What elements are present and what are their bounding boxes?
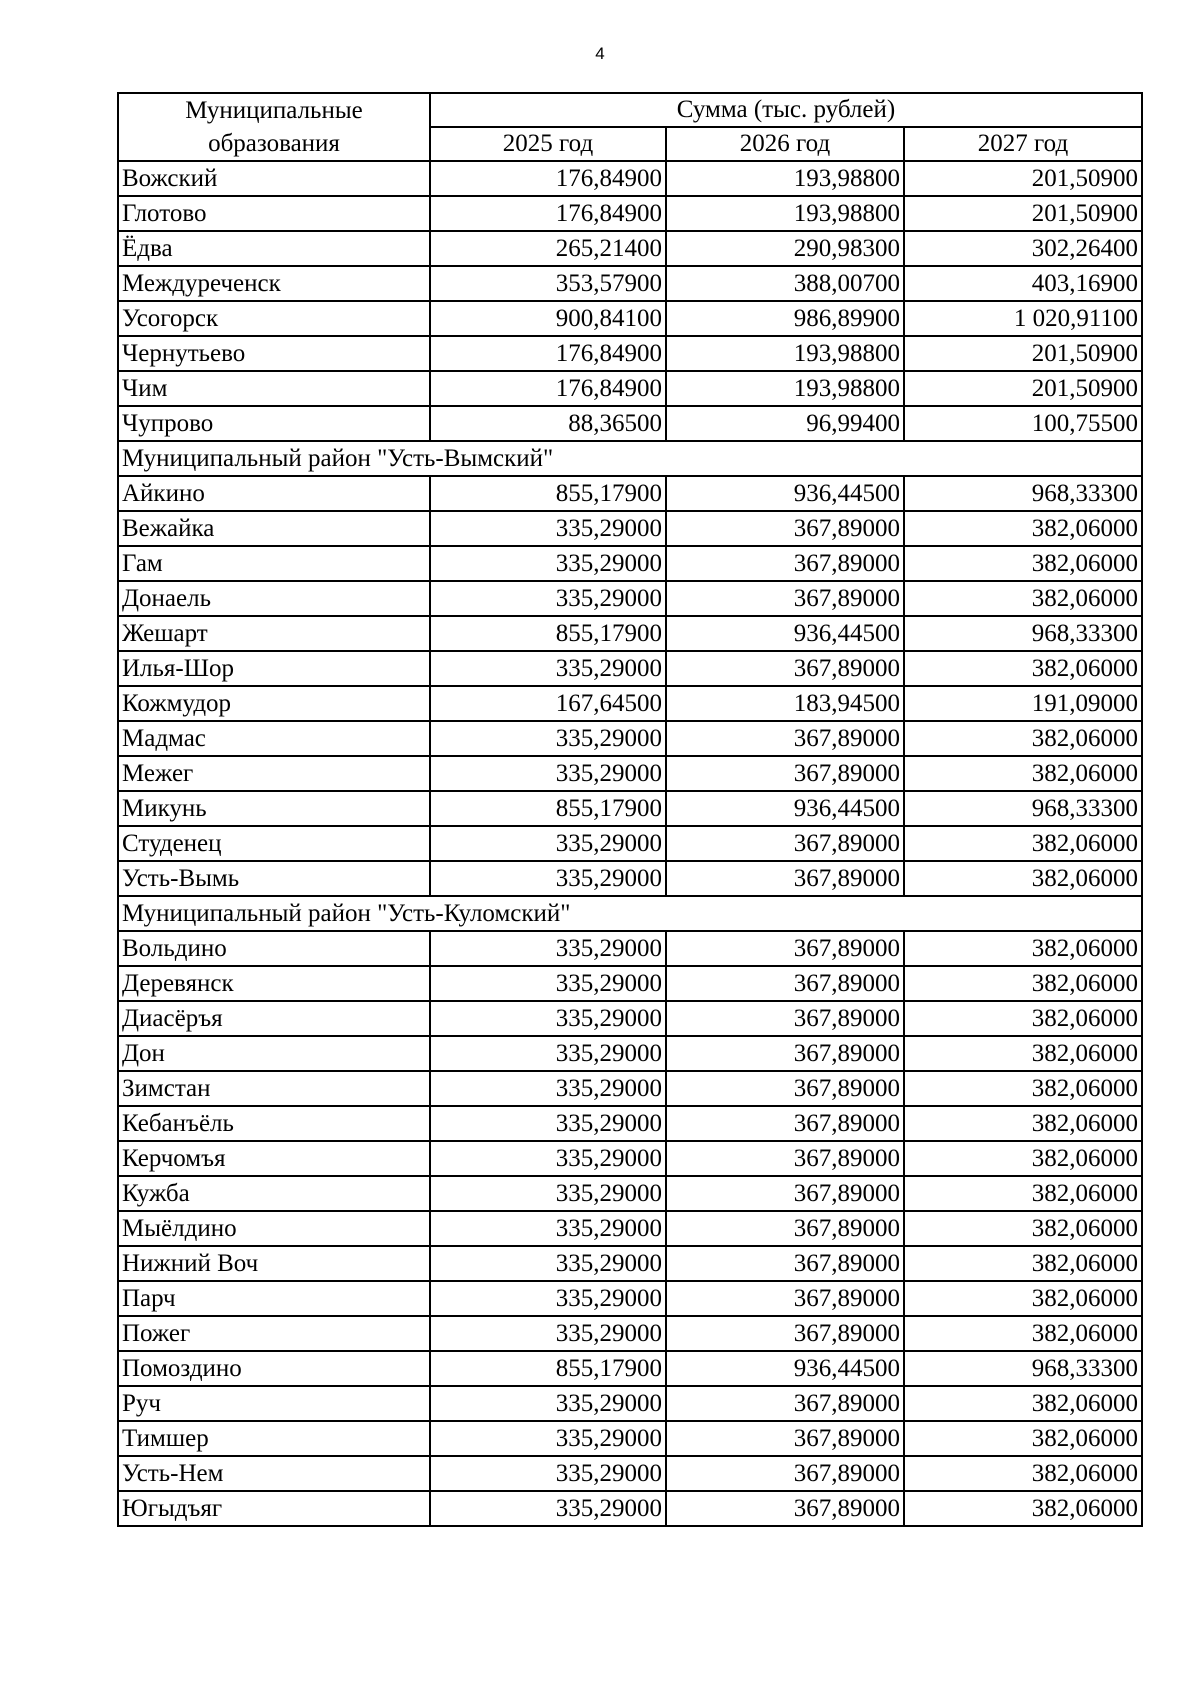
amount-2027: 382,06000: [904, 1176, 1142, 1211]
amount-2025: 167,64500: [430, 686, 666, 721]
municipality-name: Мыёлдино: [118, 1211, 430, 1246]
table-row: [118, 1456, 1142, 1491]
amount-2027: 382,06000: [904, 1211, 1142, 1246]
district-name: Муниципальный район "Усть-Вымский": [118, 441, 1142, 476]
amount-2027: 382,06000: [904, 1456, 1142, 1491]
amount-2025: 335,29000: [430, 1211, 666, 1246]
amount-2027: 382,06000: [904, 931, 1142, 966]
amount-2027: 382,06000: [904, 581, 1142, 616]
table-row: [118, 966, 1142, 1001]
amount-2025: 335,29000: [430, 1106, 666, 1141]
municipality-name: Деревянск: [118, 966, 430, 1001]
amount-2026: 367,89000: [666, 1001, 904, 1036]
header-year-2026: 2026 год: [666, 127, 904, 161]
municipality-name: Ёдва: [118, 231, 430, 266]
amount-2027: 403,16900: [904, 266, 1142, 301]
amount-2027: 382,06000: [904, 546, 1142, 581]
municipality-name: Илья-Шор: [118, 651, 430, 686]
table-row: [118, 301, 1142, 336]
amount-2027: 382,06000: [904, 826, 1142, 861]
amount-2025: 335,29000: [430, 931, 666, 966]
table-row: [118, 1141, 1142, 1176]
amount-2025: 176,84900: [430, 371, 666, 406]
municipality-name: Кожмудор: [118, 686, 430, 721]
amount-2026: 367,89000: [666, 721, 904, 756]
amount-2026: 96,99400: [666, 406, 904, 441]
district-row: [118, 896, 1142, 931]
amount-2026: 986,89900: [666, 301, 904, 336]
amount-2026: 367,89000: [666, 756, 904, 791]
page-number: 4: [595, 44, 605, 63]
municipality-name: Чим: [118, 371, 430, 406]
amount-2025: 335,29000: [430, 756, 666, 791]
amount-2027: 382,06000: [904, 511, 1142, 546]
amount-2027: 968,33300: [904, 616, 1142, 651]
table-row: [118, 1491, 1142, 1526]
municipality-name: Айкино: [118, 476, 430, 511]
municipality-name: Усть-Вымь: [118, 861, 430, 896]
table-row: [118, 686, 1142, 721]
municipality-name: Микунь: [118, 791, 430, 826]
municipality-name: Чернутьево: [118, 336, 430, 371]
amount-2026: 193,98800: [666, 371, 904, 406]
amount-2026: 183,94500: [666, 686, 904, 721]
amount-2026: 193,98800: [666, 336, 904, 371]
table-row: [118, 1176, 1142, 1211]
municipality-name: Помоздино: [118, 1351, 430, 1386]
table-row: [118, 1246, 1142, 1281]
amount-2026: 388,00700: [666, 266, 904, 301]
amount-2026: 367,89000: [666, 511, 904, 546]
amount-2027: 382,06000: [904, 651, 1142, 686]
amount-2026: 936,44500: [666, 1351, 904, 1386]
amount-2027: 382,06000: [904, 1106, 1142, 1141]
amount-2027: 968,33300: [904, 791, 1142, 826]
table-row: [118, 1001, 1142, 1036]
amount-2027: 382,06000: [904, 756, 1142, 791]
amount-2026: 367,89000: [666, 1106, 904, 1141]
amount-2027: 302,26400: [904, 231, 1142, 266]
amount-2025: 335,29000: [430, 1421, 666, 1456]
municipality-name: Чупрово: [118, 406, 430, 441]
amount-2025: 335,29000: [430, 1071, 666, 1106]
amount-2027: 382,06000: [904, 721, 1142, 756]
municipality-name: Гам: [118, 546, 430, 581]
amount-2026: 193,98800: [666, 161, 904, 196]
municipality-name: Усогорск: [118, 301, 430, 336]
amount-2026: 367,89000: [666, 1491, 904, 1526]
amount-2026: 367,89000: [666, 1421, 904, 1456]
table-row: [118, 581, 1142, 616]
municipality-name: Межег: [118, 756, 430, 791]
table-row: [118, 1211, 1142, 1246]
amount-2025: 335,29000: [430, 511, 666, 546]
amount-2026: 367,89000: [666, 1316, 904, 1351]
amount-2025: 176,84900: [430, 161, 666, 196]
amount-2027: 382,06000: [904, 1246, 1142, 1281]
table-row: [118, 371, 1142, 406]
amount-2027: 382,06000: [904, 861, 1142, 896]
amount-2025: 335,29000: [430, 1491, 666, 1526]
amount-2025: 335,29000: [430, 1456, 666, 1491]
amount-2025: 335,29000: [430, 546, 666, 581]
table-row: [118, 266, 1142, 301]
amount-2026: 367,89000: [666, 861, 904, 896]
amount-2027: 100,75500: [904, 406, 1142, 441]
amount-2027: 201,50900: [904, 161, 1142, 196]
table-row: [118, 406, 1142, 441]
amount-2025: 335,29000: [430, 861, 666, 896]
amount-2025: 176,84900: [430, 336, 666, 371]
table-header: [118, 93, 1142, 161]
amount-2026: 367,89000: [666, 1036, 904, 1071]
amount-2027: 382,06000: [904, 1386, 1142, 1421]
amount-2026: 367,89000: [666, 581, 904, 616]
amount-2026: 367,89000: [666, 1176, 904, 1211]
table-row: [118, 931, 1142, 966]
municipality-name: Жешарт: [118, 616, 430, 651]
municipality-name: Вежайка: [118, 511, 430, 546]
amount-2027: 191,09000: [904, 686, 1142, 721]
amount-2027: 382,06000: [904, 1491, 1142, 1526]
header-year-2025: 2025 год: [430, 127, 666, 161]
municipality-name: Кужба: [118, 1176, 430, 1211]
amount-2025: 353,57900: [430, 266, 666, 301]
amount-2026: 367,89000: [666, 1211, 904, 1246]
municipality-name: Парч: [118, 1281, 430, 1316]
district-name: Муниципальный район "Усть-Куломский": [118, 896, 1142, 931]
amount-2027: 382,06000: [904, 1141, 1142, 1176]
amount-2027: 382,06000: [904, 1281, 1142, 1316]
amount-2026: 367,89000: [666, 826, 904, 861]
amount-2026: 367,89000: [666, 931, 904, 966]
municipality-name: Дон: [118, 1036, 430, 1071]
amount-2025: 855,17900: [430, 476, 666, 511]
table-body: [118, 161, 1142, 1526]
amount-2027: 1 020,91100: [904, 301, 1142, 336]
amount-2026: 290,98300: [666, 231, 904, 266]
table-row: [118, 476, 1142, 511]
municipality-name: Югыдъяг: [118, 1491, 430, 1526]
table-row: [118, 1036, 1142, 1071]
amount-2025: 335,29000: [430, 826, 666, 861]
table-row: [118, 1281, 1142, 1316]
amount-2025: 335,29000: [430, 966, 666, 1001]
amount-2025: 855,17900: [430, 616, 666, 651]
amount-2027: 968,33300: [904, 1351, 1142, 1386]
table-row: [118, 616, 1142, 651]
municipality-name: Кебанъёль: [118, 1106, 430, 1141]
municipality-name: Вожский: [118, 161, 430, 196]
table-row: [118, 336, 1142, 371]
municipality-name: Донаель: [118, 581, 430, 616]
amount-2025: 855,17900: [430, 1351, 666, 1386]
table-row: [118, 651, 1142, 686]
amount-2027: 201,50900: [904, 371, 1142, 406]
municipality-name: Руч: [118, 1386, 430, 1421]
amount-2025: 335,29000: [430, 1281, 666, 1316]
amount-2026: 367,89000: [666, 1141, 904, 1176]
header-sum-group: Сумма (тыс. рублей): [430, 93, 1142, 127]
amount-2026: 367,89000: [666, 1281, 904, 1316]
table-row: [118, 861, 1142, 896]
table-row: [118, 1071, 1142, 1106]
amount-2025: 335,29000: [430, 1001, 666, 1036]
amount-2026: 367,89000: [666, 1246, 904, 1281]
amount-2027: 201,50900: [904, 336, 1142, 371]
amount-2025: 335,29000: [430, 1386, 666, 1421]
amount-2027: 968,33300: [904, 476, 1142, 511]
amount-2027: 382,06000: [904, 1036, 1142, 1071]
table-row: [118, 1421, 1142, 1456]
table-row: [118, 826, 1142, 861]
amount-2027: 382,06000: [904, 1001, 1142, 1036]
header-municipalities: Муниципальные образования: [118, 93, 430, 161]
amount-2025: 265,21400: [430, 231, 666, 266]
table-row: [118, 1316, 1142, 1351]
amount-2025: 335,29000: [430, 581, 666, 616]
amount-2027: 382,06000: [904, 1316, 1142, 1351]
municipality-name: Глотово: [118, 196, 430, 231]
amount-2026: 367,89000: [666, 966, 904, 1001]
municipality-name: Диасёръя: [118, 1001, 430, 1036]
table-row: [118, 1351, 1142, 1386]
table-row: [118, 161, 1142, 196]
table-row: [118, 1106, 1142, 1141]
amount-2025: 176,84900: [430, 196, 666, 231]
municipality-name: Тимшер: [118, 1421, 430, 1456]
amount-2026: 936,44500: [666, 476, 904, 511]
amount-2026: 936,44500: [666, 616, 904, 651]
table-row: [118, 756, 1142, 791]
table-row: [118, 231, 1142, 266]
table-row: [118, 546, 1142, 581]
amount-2026: 367,89000: [666, 651, 904, 686]
municipality-name: Пожег: [118, 1316, 430, 1351]
amount-2025: 335,29000: [430, 721, 666, 756]
amount-2026: 367,89000: [666, 1071, 904, 1106]
amount-2026: 367,89000: [666, 1456, 904, 1491]
header-row-top: [118, 93, 1142, 127]
municipal-budget-table: [117, 92, 1143, 1527]
table-row: [118, 791, 1142, 826]
amount-2025: 335,29000: [430, 651, 666, 686]
municipality-name: Усть-Нем: [118, 1456, 430, 1491]
municipality-name: Вольдино: [118, 931, 430, 966]
municipality-name: Керчомъя: [118, 1141, 430, 1176]
municipality-name: Нижний Воч: [118, 1246, 430, 1281]
amount-2026: 367,89000: [666, 1386, 904, 1421]
municipality-name: Междуреченск: [118, 266, 430, 301]
amount-2026: 193,98800: [666, 196, 904, 231]
amount-2025: 88,36500: [430, 406, 666, 441]
table-row: [118, 511, 1142, 546]
amount-2025: 335,29000: [430, 1176, 666, 1211]
municipality-name: Зимстан: [118, 1071, 430, 1106]
amount-2025: 335,29000: [430, 1141, 666, 1176]
district-row: [118, 441, 1142, 476]
header-year-2027: 2027 год: [904, 127, 1142, 161]
amount-2026: 367,89000: [666, 546, 904, 581]
amount-2027: 382,06000: [904, 1071, 1142, 1106]
amount-2025: 335,29000: [430, 1036, 666, 1071]
amount-2025: 335,29000: [430, 1316, 666, 1351]
amount-2027: 201,50900: [904, 196, 1142, 231]
municipality-name: Студенец: [118, 826, 430, 861]
amount-2027: 382,06000: [904, 966, 1142, 1001]
amount-2025: 335,29000: [430, 1246, 666, 1281]
table-row: [118, 721, 1142, 756]
amount-2026: 936,44500: [666, 791, 904, 826]
municipality-name: Мадмас: [118, 721, 430, 756]
table-row: [118, 1386, 1142, 1421]
table-row: [118, 196, 1142, 231]
amount-2027: 382,06000: [904, 1421, 1142, 1456]
amount-2025: 900,84100: [430, 301, 666, 336]
amount-2025: 855,17900: [430, 791, 666, 826]
